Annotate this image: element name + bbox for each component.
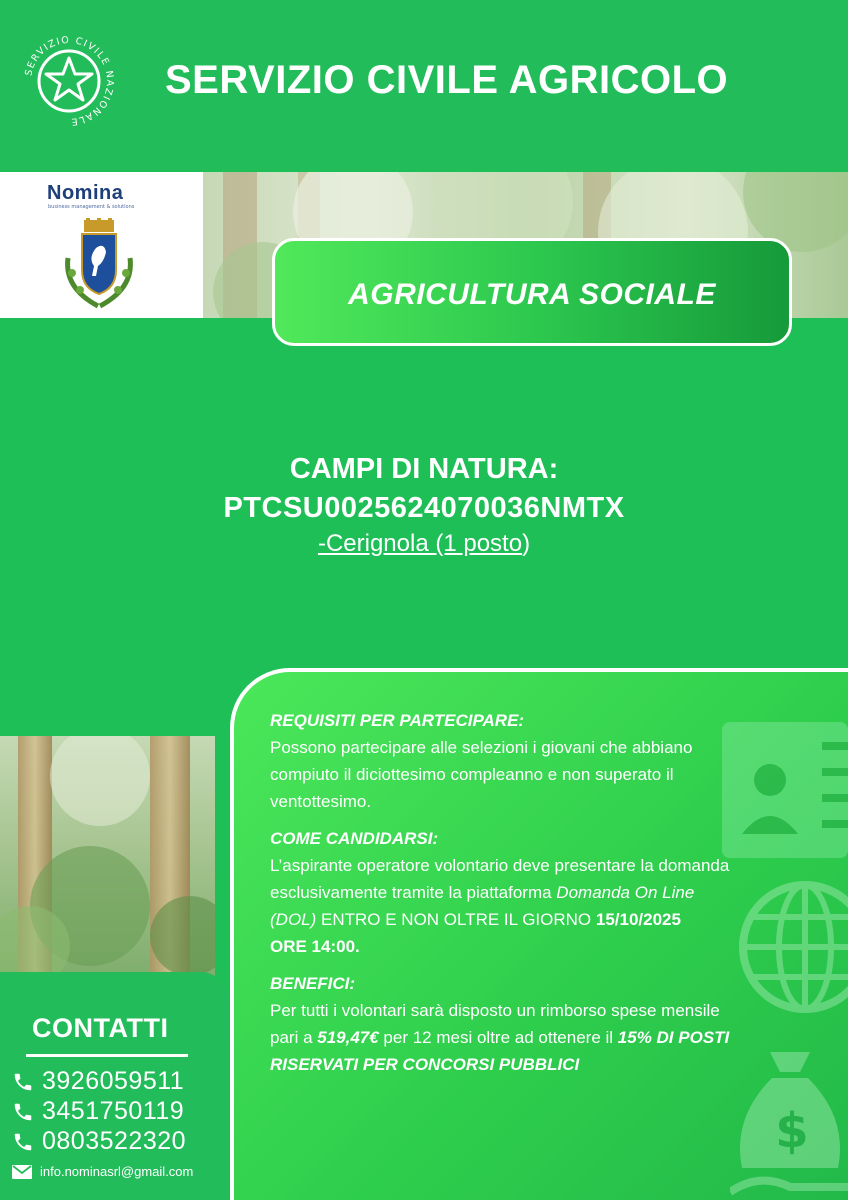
project-name: CAMPI DI NATURA: — [289, 453, 559, 485]
globe-icon — [725, 872, 848, 1022]
header-bar — [0, 0, 848, 170]
benefits-title: BENEFICI: — [270, 974, 355, 993]
apply-title: COME CANDIDARSI: — [270, 829, 439, 848]
requirements-text: Possono partecipare alle selezioni i giovani che abbiano compiuto il diciottesimo compleanno e non superato il ventottesimo. — [270, 738, 693, 811]
benefit-amount: 519,47€ — [317, 1028, 379, 1047]
nomina-tagline: business management & solutions — [48, 204, 135, 210]
phone-1[interactable] — [12, 1067, 184, 1096]
contacts-title: CONTATTI — [32, 1013, 169, 1043]
id-card-icon — [722, 722, 848, 858]
divider — [26, 1054, 188, 1057]
location-suffix: ) — [522, 530, 531, 557]
phone-icon — [12, 1101, 34, 1123]
phone-2[interactable] — [12, 1097, 184, 1126]
nomina-name: Nomina — [47, 182, 124, 204]
svg-text:$: $ — [775, 1103, 809, 1159]
project-code: PTCSU0025624070036NMTX — [223, 492, 625, 524]
phone-3[interactable] — [12, 1127, 186, 1156]
project-block — [0, 450, 848, 560]
deadline-date: 15/10/2025 — [595, 910, 681, 929]
phone-icon — [12, 1131, 34, 1153]
email-address: info.nominasrl@gmail.com — [40, 1164, 194, 1179]
money-bag-icon — [730, 1042, 848, 1200]
project-location — [0, 528, 848, 560]
apply-text-1: L’aspirante operatore volontario deve presentare la domanda esclusivamente tramite la piattaforma — [270, 856, 730, 902]
servizio-civile-emblem-icon — [18, 30, 120, 132]
mail-icon — [12, 1165, 32, 1179]
benefits-text — [270, 997, 740, 1078]
location-prefix: - — [317, 530, 326, 557]
deadline-time: ORE 14:00. — [270, 937, 360, 956]
phone-number: 3451750119 — [42, 1097, 185, 1125]
email-contact[interactable] — [12, 1164, 193, 1179]
benefits-text-1: Per tutti i volontari sarà disposto un rimborso spese mensile pari a — [270, 1001, 720, 1047]
benefits-text-2: per 12 mesi oltre ad ottenere il — [378, 1028, 618, 1047]
requirements-title: REQUISITI PER PARTECIPARE: — [270, 711, 525, 730]
svg-text:SERVIZIO CIVILE NAZIONALE — [23, 35, 115, 127]
nomina-logo — [47, 182, 149, 214]
page-title: SERVIZIO CIVILE AGRICOLO — [165, 58, 729, 102]
forest-image-left — [0, 736, 215, 976]
phone-icon — [12, 1071, 34, 1093]
program-title: AGRICULTURA SOCIALE — [348, 278, 716, 311]
phone-number: 3926059511 — [42, 1067, 185, 1095]
program-banner — [272, 238, 792, 346]
apply-text-2: ENTRO E NON OLTRE IL GIORNO — [316, 910, 596, 929]
phone-number: 0803522320 — [42, 1127, 187, 1155]
emblem-text: SERVIZIO CIVILE NAZIONALE — [23, 34, 116, 128]
apply-text — [270, 852, 740, 960]
reserved-posts: 15% DI POSTI RISERVATI PER CONCORSI PUBBLICI — [270, 1028, 730, 1074]
info-text — [270, 707, 740, 1088]
platform-name: Domanda On Line (DOL) — [270, 883, 695, 929]
location-text: Cerignola (1 posto — [325, 530, 523, 557]
foliage-icon — [0, 736, 215, 976]
coat-of-arms-icon — [60, 218, 138, 312]
